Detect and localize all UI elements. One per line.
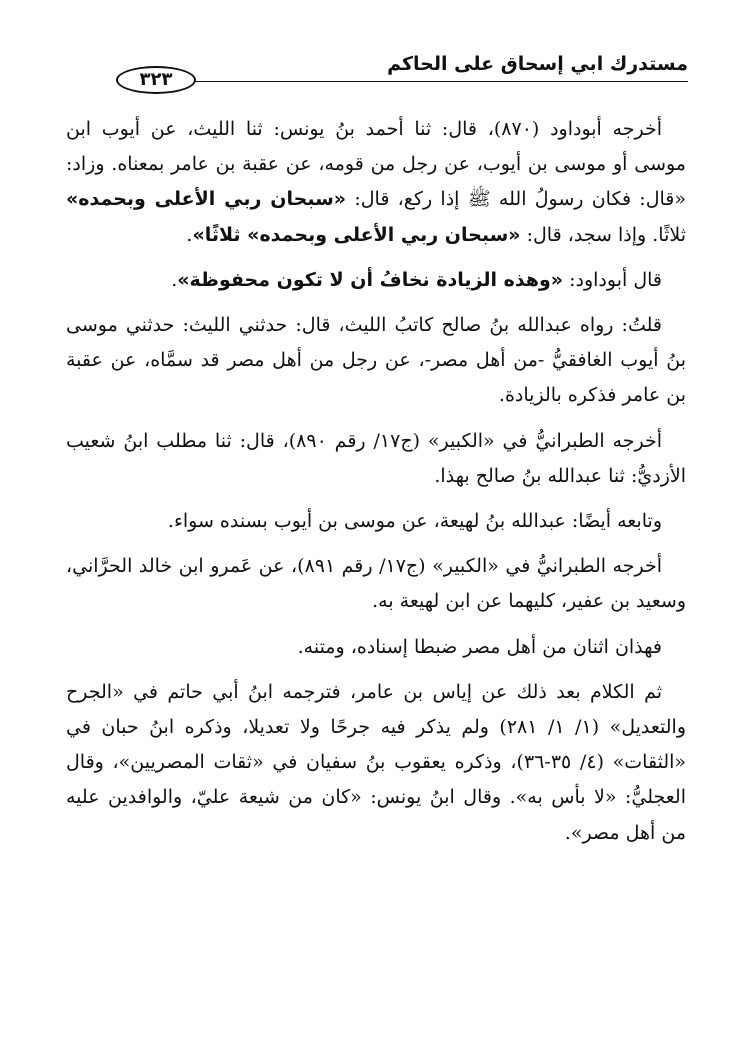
quote-bold-abudawud: «وهذه الزيادة نخافُ أن لا تكون محفوظة»: [177, 268, 564, 291]
quote-bold-sujud: «سبحان ربي الأعلى وبحمده» ثلاثًا»: [192, 223, 521, 246]
paragraph-8: ثم الكلام بعد ذلك عن إياس بن عامر، فترجمه ابنُ أبي حاتم في «الجرح والتعديل» (١/ ١/ ٢٨١) ولم يذكر فيه جرحًا ولا تعديلا، وذكره ابنُ حبان في «الثقات» (٤/ ٣٥-٣٦)، وذكره يعقوب بنُ سفيان في «ثقات المصريين»، وقال العجليُّ: «لا بأس به». وقال ابنُ يونس: «كان من شيعة عليّ، والوافدين عليه من أهل مصر».: [66, 680, 687, 844]
page-header: [64, 48, 688, 88]
paragraph-1-text: أخرجه أبوداود (٨٧٠)، قال: ثنا أحمد بنُ يونس: ثنا الليث، عن أيوب ابن موسى أو موسى بن أيوب، عن رجل من قومه، عن عقبة بن عامر بمعناه. وزاد: «قال: فكان رسولُ الله ﷺ إذا ركع، قال:: [66, 118, 687, 211]
paragraph-1: [66, 112, 686, 253]
paragraph-1-text-2: ثلاثًا. وإذا سجد، قال:: [520, 223, 686, 246]
paragraph-3: قلتُ: رواه عبدالله بنُ صالح كاتبُ الليث، قال: حدثني الليث: حدثني موسى بنُ أيوب الغافقيُّ -من أهل مصر-، عن رجل من أهل مصر قد سمَّاه، عن عقبة بن عامر فذكره بالزيادة.: [66, 314, 686, 407]
paragraph-2-text: قال أبوداود:: [563, 268, 662, 291]
paragraph-4: أخرجه الطبرانيُّ في «الكبير» (ج١٧/ رقم ٨٩٠)، قال: ثنا مطلب ابنُ شعيب الأزديُّ: ثنا عبدالله بنُ صالح بهذا.: [66, 429, 686, 487]
main-text: [66, 112, 686, 861]
paragraph-2: [66, 263, 686, 298]
quote-bold-ruku: «سبحان ربي الأعلى وبحمده»: [66, 188, 347, 211]
header-rule: [178, 81, 688, 82]
paragraph-1-end: .: [186, 223, 193, 246]
running-title: مستدرك ابي إسحاق على الحاكم: [387, 53, 688, 75]
paragraph-2-end: .: [171, 268, 178, 291]
page-number: ٣٢٣: [116, 66, 196, 94]
paragraph-7: فهذان اثنان من أهل مصر ضبطا إسناده، ومتنه.: [297, 635, 662, 658]
paragraph-6: أخرجه الطبرانيُّ في «الكبير» (ج١٧/ رقم ٨٩١)، عن عَمرو ابن خالد الحرَّاني، وسعيد بن عفير، كليهما عن ابن لهيعة به.: [66, 555, 686, 613]
paragraph-5: وتابعه أيضًا: عبدالله بنُ لهيعة، عن موسى بن أيوب بسنده سواء.: [167, 510, 662, 533]
